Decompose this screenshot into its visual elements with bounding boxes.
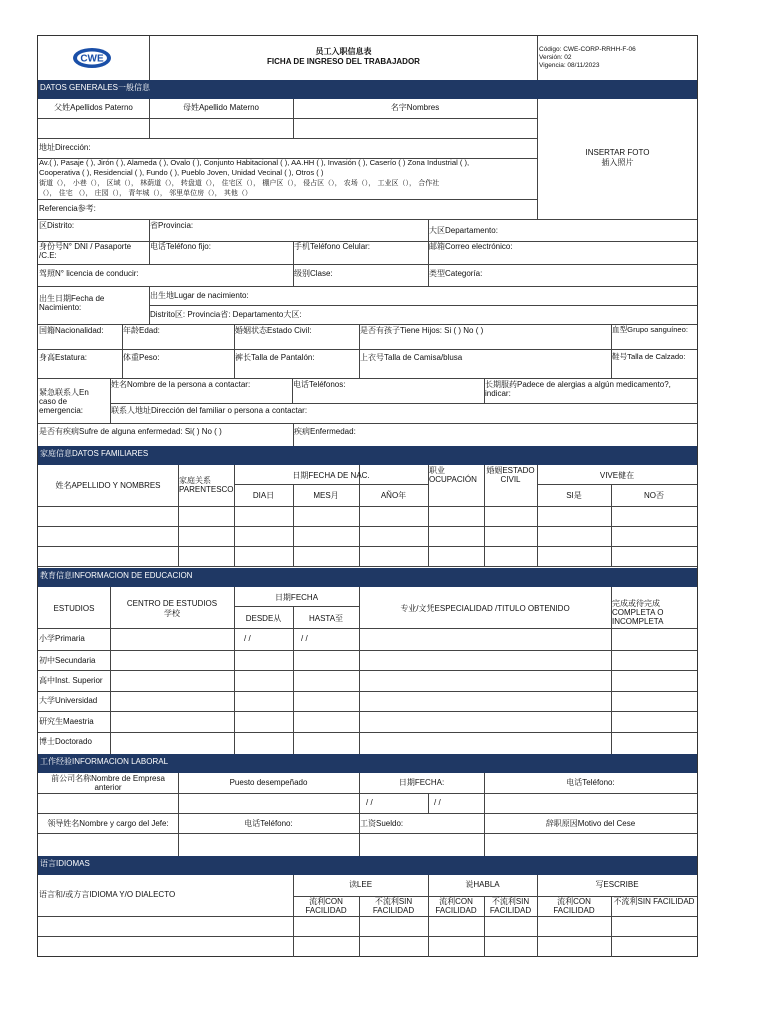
row-edu-primaria: 小学Primaria bbox=[39, 634, 85, 643]
label-talla-calzado: 鞋号Talla de Calzado: bbox=[612, 352, 686, 361]
col-edu-completa: 完成或待完成COMPLETA O INCOMPLETA bbox=[612, 599, 664, 627]
col-habla-con: 流利CON FACILIDAD bbox=[435, 897, 477, 916]
col-familia-parentesco: 家庭关系PARENTESCO bbox=[179, 476, 234, 495]
date-lab-hasta[interactable]: / / bbox=[434, 798, 441, 807]
doc-code: Código: CWE-CORP-RRHH-F-06 bbox=[539, 46, 636, 53]
section-band-idiomas: 语言IDIOMAS bbox=[38, 856, 697, 875]
row-edu-universidad: 大学Universidad bbox=[39, 696, 98, 705]
col-lab-sueldo: 工资Sueldo: bbox=[360, 819, 404, 828]
label-distrito: 区Distrito: bbox=[39, 221, 75, 230]
label-talla-camisa: 上衣号Talla de Camisa/blusa bbox=[360, 353, 463, 362]
photo-placeholder-label[interactable]: INSERTAR FOTO bbox=[585, 148, 650, 157]
label-alergias: 长期服药Padece de alergias a algún medicamento?, indicar: bbox=[485, 380, 671, 399]
employee-intake-form bbox=[37, 35, 698, 957]
col-familia-vive: VIVE健在 bbox=[599, 471, 635, 480]
label-dni: 身份号N° DNI / Pasaporte /C.E: bbox=[39, 242, 132, 261]
label-contacto-emergencia: 紧急联系人En caso de emergencia: bbox=[39, 388, 89, 416]
col-lab-fecha: 日期FECHA: bbox=[398, 778, 445, 787]
label-telefonos-contacto: 电话Teléfonos: bbox=[293, 380, 346, 389]
label-telefono-fijo: 电话Teléfono fijo: bbox=[150, 242, 211, 251]
label-apellido-paterno: 父姓Apellidos Paterno bbox=[54, 103, 133, 112]
label-correo: 邮箱Correo electrónico: bbox=[429, 242, 513, 251]
col-lab-jefe: 领导姓名Nombre y cargo del Jefe: bbox=[47, 819, 169, 828]
form-title-es: FICHA DE INGRESO DEL TRABAJADOR bbox=[267, 57, 420, 66]
label-peso: 体重Peso: bbox=[123, 353, 160, 362]
col-lee-sin: 不流利SIN FACILIDAD bbox=[372, 897, 415, 916]
col-idioma: 语言和/或方言IDIOMA Y/O DIALECTO bbox=[39, 890, 176, 899]
col-escribe-con: 流利CON FACILIDAD bbox=[553, 897, 595, 916]
col-edu-hasta: HASTA至 bbox=[308, 614, 344, 623]
label-enfermedad: 疾病Enfermedad: bbox=[294, 427, 356, 436]
label-estado-civil: 婚姻状态Estado Civil: bbox=[235, 326, 312, 335]
address-options-cn-2: （）， 住宅 （）， 庄园（）， 青年城（）， 邻里单位房（）， 其他（） bbox=[39, 189, 252, 197]
col-edu-desde: DESDE从 bbox=[245, 614, 282, 623]
col-edu-fecha: 日期FECHA bbox=[274, 593, 319, 602]
date-edu-hasta[interactable]: / / bbox=[301, 634, 308, 643]
col-familia-mes: MES月 bbox=[313, 491, 339, 500]
label-nacionalidad: 国籍Nacionalidad: bbox=[39, 326, 104, 335]
address-options-es-1: Av.( ), Pasaje ( ), Jirón ( ), Alameda ( ), Ovalo ( ), Conjunto Habitacional ( ), AA.HH ( ), Invasión ( ), Caserío ( ) Zona Industrial ( ), bbox=[39, 158, 470, 167]
company-logo bbox=[72, 47, 112, 69]
col-familia-fecha-nac: 日期FECHA DE NAC. bbox=[292, 471, 370, 480]
section-band-educacion: 教育信息INFORMACION DE EDUCACION bbox=[38, 568, 697, 587]
col-edu-centro: CENTRO DE ESTUDIOS bbox=[126, 599, 218, 608]
section-band-laboral: 工作经验INFORMACION LABORAL bbox=[38, 754, 697, 773]
label-estatura: 身高Estatura: bbox=[39, 353, 88, 362]
col-familia-anio: AÑO年 bbox=[380, 491, 407, 500]
label-tiene-hijos: 是否有孩子Tiene Hijos: Si ( ) No ( ) bbox=[360, 326, 484, 335]
col-lee-con: 流利CON FACILIDAD bbox=[305, 897, 347, 916]
col-familia-dia: DIA日 bbox=[252, 491, 275, 500]
col-familia-nombres: 姓名APELLIDO Y NOMBRES bbox=[55, 481, 161, 490]
label-fecha-nacimiento: 出生日期Fecha de Nacimiento: bbox=[39, 294, 105, 313]
label-telefono-celular: 手机Teléfono Celular: bbox=[294, 242, 371, 251]
col-edu-especialidad: 专业/文凭ESPECIALIDAD /TITULO OBTENIDO bbox=[400, 604, 570, 613]
label-nombres: 名字Nombres bbox=[390, 103, 440, 112]
photo-placeholder-label-cn: 插入照片 bbox=[601, 158, 634, 167]
date-edu-desde[interactable]: / / bbox=[244, 634, 251, 643]
row-edu-superior: 高中Inst. Superior bbox=[39, 676, 103, 685]
col-idioma-escribe: 写ESCRIBE bbox=[595, 880, 639, 889]
label-apellido-materno: 母姓Apellido Materno bbox=[182, 103, 260, 112]
label-direccion-familiar: 联系人地址Dirección del familiar o persona a contactar: bbox=[111, 406, 308, 415]
label-grupo-sanguineo: 血型Grupo sanguíneo: bbox=[612, 325, 688, 334]
doc-version: Versión: 02 bbox=[539, 54, 572, 61]
doc-vigencia: Vigencia: 08/11/2023 bbox=[539, 62, 600, 69]
label-referencia: Referencia参考: bbox=[39, 204, 96, 213]
label-clase: 级别Clase: bbox=[294, 269, 333, 278]
label-lugar-nacimiento: 出生地Lugar de nacimiento: bbox=[150, 291, 249, 300]
col-familia-vive-no: NO否 bbox=[644, 491, 664, 500]
label-provincia: 省Provincia: bbox=[150, 221, 194, 230]
form-title-cn: 员工入职信息表 bbox=[315, 47, 372, 56]
label-licencia: 驾照N° licencia de conducir: bbox=[39, 269, 139, 278]
logo-text: CWE bbox=[80, 53, 104, 65]
address-options-cn-1: 街道（）， 小巷（）， 区域（）， 林荫道（）， 转盘道（）， 住宅区（）， 棚户区（）， 侵占区（）， 农场（）， 工业区（）， 合作社 bbox=[39, 179, 440, 187]
label-sufre-enfermedad: 是否有疾病Sufre de alguna enfermedad: Si( ) No ( ) bbox=[39, 427, 222, 436]
label-edad: 年龄Edad: bbox=[123, 326, 160, 335]
row-edu-maestria: 研究生Maestria bbox=[39, 717, 94, 726]
col-lab-tel-jefe: 电话Teléfono: bbox=[244, 819, 293, 828]
label-departamento: 大区Departamento: bbox=[429, 226, 498, 235]
col-idioma-lee: 读LEE bbox=[348, 880, 373, 889]
col-lab-empresa: 前公司名称Nombre de Empresa anterior bbox=[51, 774, 165, 793]
label-nombre-contacto: 姓名Nombre de la persona a contactar: bbox=[111, 380, 251, 389]
date-lab-desde[interactable]: / / bbox=[366, 798, 373, 807]
col-escribe-sin: 不流利SIN FACILIDAD bbox=[613, 897, 695, 906]
col-idioma-habla: 说HABLA bbox=[465, 880, 500, 889]
label-direccion: 地址Dirección: bbox=[39, 143, 91, 152]
section-band-general: DATOS GENERALES一般信息 bbox=[38, 80, 697, 99]
row-edu-secundaria: 初中Secundaria bbox=[39, 656, 96, 665]
row-edu-doctorado: 博士Doctorado bbox=[39, 737, 92, 746]
col-familia-ocupacion: 职业OCUPACIÓN bbox=[429, 466, 477, 485]
col-familia-estado-civil: 婚姻ESTADO CIVIL bbox=[486, 466, 535, 485]
col-edu-estudios: ESTUDIOS bbox=[53, 604, 95, 613]
label-categoria: 类型Categoría: bbox=[429, 269, 483, 278]
section-band-familia: 家庭信息DATOS FAMILIARES bbox=[38, 446, 697, 465]
address-options-es-2: Cooperativa ( ), Residencial ( ), Fundo ( ), Pueblo Joven, Unidad Vecinal ( ), Otros ( ) bbox=[39, 168, 324, 177]
col-lab-puesto: Puesto desempeñado bbox=[229, 778, 308, 787]
col-edu-centro-cn: 学校 bbox=[164, 609, 180, 618]
label-talla-pantalon: 裤长Talla de Pantalón: bbox=[235, 353, 315, 362]
col-lab-telefono: 电话Teléfono: bbox=[566, 778, 615, 787]
col-lab-motivo: 辞职原因Motivo del Cese bbox=[545, 819, 636, 828]
label-lugar-nacimiento-detalle: Distrito区: Provincia省: Departamento大区: bbox=[150, 310, 302, 319]
col-familia-vive-si: SI是 bbox=[566, 491, 582, 500]
col-habla-sin: 不流利SIN FACILIDAD bbox=[489, 897, 532, 916]
